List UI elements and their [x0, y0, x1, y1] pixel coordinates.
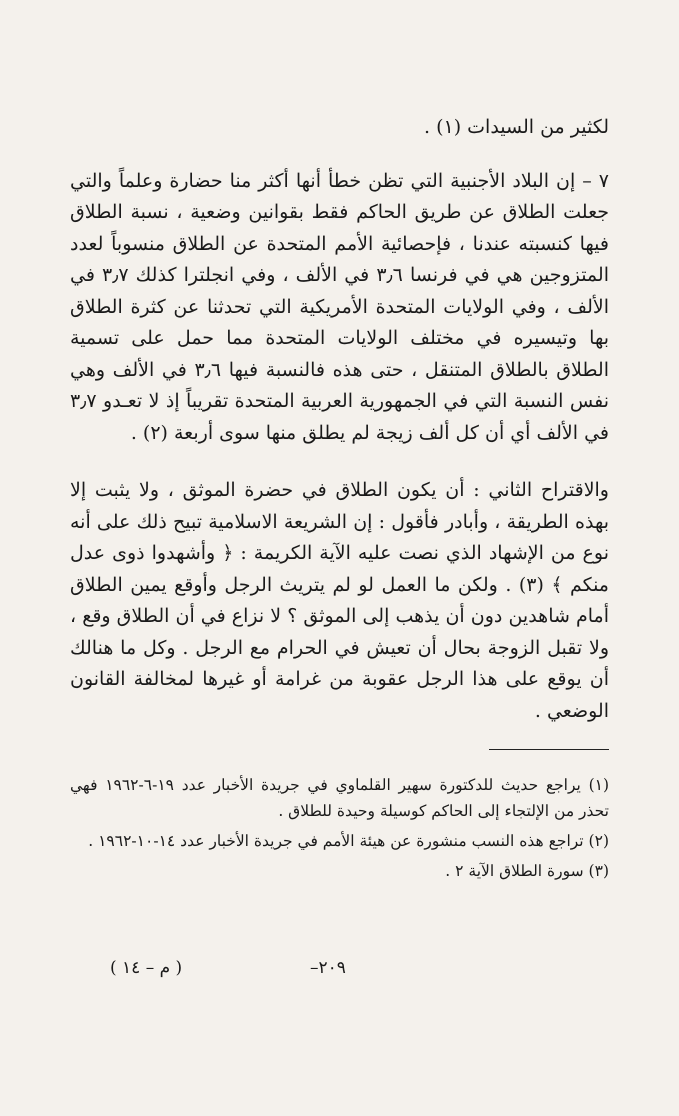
footnote-2: (٢) تراجع هذه النسب منشورة عن هيئة الأمم في جريدة الأخبار عدد ١٤-١٠-١٩٦٢ . [88, 832, 609, 850]
footnote-1: (١) يراجع حديث للدكتورة سهير القلماوي في جريدة الأخبار عدد ١٩-٦-١٩٦٢ فهي تحذر من الإلتجاء إلى الحاكم كوسيلة وحيدة للطلاق . [70, 776, 610, 820]
paragraph-3: والاقتراح الثاني : أن يكون الطلاق في حضرة الموثق ، ولا يثبت إلا بهذه الطريقة ، وأبادر فأقول : إن الشريعة الاسلامية تبيح ذلك على أنه نوع من الإشهاد الذي نصت عليه الآية الكريمة : ﴿ وأشهدوا ذوى عدل منكم ﴾ (٣) . ولكن ما العمل لو لم يتريث الرجل وأوقع يمين الطلاق أمام شاهدين دون أن يذهب إلى الموثق ؟ لا نزاع في أن الطلاق وقع ، ولا تقبل الزوجة بحال أن تعيش في الحرام مع الرجل . وكل ما هنالك أن يوقع على هذا الرجل عقوبة من غرامة أو غيرها لمخالفة القانون الوضعي . [70, 479, 609, 722]
signature-mark: ( م – ١٤ ) [110, 958, 183, 978]
footnote-divider [489, 749, 609, 750]
footnote-3: (٣) سورة الطلاق الآية ٢ . [445, 862, 609, 880]
body-text [70, 112, 609, 727]
paragraph-1: لكثير من السيدات (١) . [423, 116, 609, 138]
paragraph-2: ٧ – إن البلاد الأجنبية التي تظن خطأ أنها أكثر منا حضارة وعلماً والتي جعلت الطلاق عن طريق الحاكم فقط بقوانين وضعية ، نسبة الطلاق فيها كنسبته عندنا ، فإحصائية الأمم المتحدة عن الطلاق منسوباً لعدد المتزوجين هي في فرنسا ٣٫٦ في الألف ، وفي انجلترا كذلك ٣٫٧ في الألف ، وفي الولايات المتحدة الأمريكية التي تحدثنا عن كثرة الطلاق بها وتيسيره في مختلف الولايات المتحدة مما حمل على تسمية الطلاق بالطلاق المتنقل ، حتى هذه فالنسبة فيها ٣٫٦ في الألف وهي نفس النسبة التي في الجمهورية العربية المتحدة تقريباً إذ لا تعـدو ٣٫٧ في الألف أي أن كل ألف زيجة لم يطلق منها سوى أربعة (٢) . [70, 169, 609, 444]
page-footer [90, 958, 589, 988]
footnotes [70, 772, 609, 884]
page-number: –٢٠٩ [310, 958, 346, 978]
